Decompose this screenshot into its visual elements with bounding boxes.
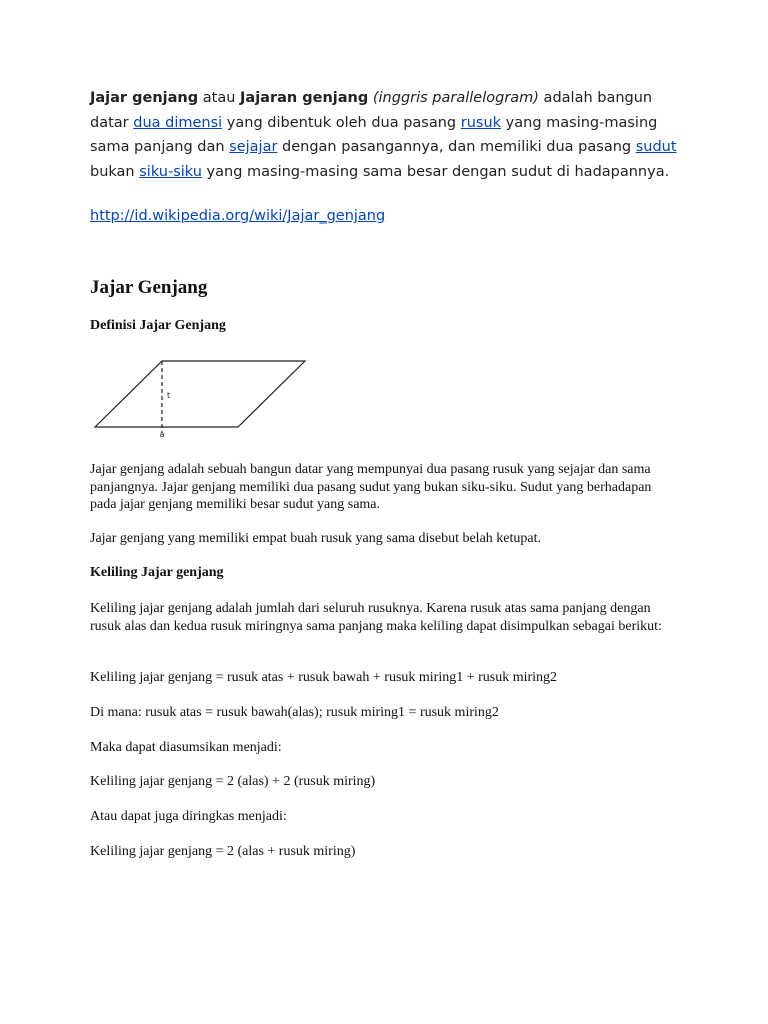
link-sejajar[interactable]: sejajar: [229, 139, 278, 155]
link-sudut[interactable]: sudut: [635, 139, 677, 155]
term-jajar-genjang: Jajar genjang: [90, 90, 199, 106]
term-jajaran-genjang: Jajaran genjang: [240, 90, 369, 106]
parallelogram-figure: [90, 355, 320, 446]
source-url-line: [90, 208, 385, 224]
base-label: a: [159, 430, 165, 439]
intro-paragraph: [90, 86, 690, 184]
keliling-paragraph-3: Maka dapat diasumsikan menjadi:: [90, 740, 282, 755]
definisi-paragraph-1: Jajar genjang adalah sebuah bangun datar yang mempunyai dua pasang rusuk yang sejajar dan sama panjangnya. Jajar genjang memiliki dua pasang sudut yang bukan siku-siku. Sudut yang berhadapan pada jajar genjang memiliki besar sudut yang sama.: [90, 462, 652, 512]
link-siku-siku[interactable]: siku-siku: [139, 163, 202, 180]
parallelogram-diagram: [90, 355, 320, 441]
intro-text: yang masing-masing sama besar dengan sudut di hadapannya.: [201, 163, 670, 180]
link-dua-dimensi[interactable]: dua dimensi: [133, 114, 223, 131]
height-label: t: [167, 391, 171, 400]
keliling-paragraph-1: Keliling jajar genjang adalah jumlah dari seluruh rusuknya. Karena rusuk atas sama panjang dengan rusuk alas dan kedua rusuk miringnya sama panjang maka keliling dapat disimpulkan sebagai berikut:: [90, 601, 662, 634]
wikipedia-link[interactable]: http://id.wikipedia.org/wiki/Jajar_genjang: [90, 208, 386, 224]
intro-text: bukan: [90, 163, 140, 180]
intro-text: yang masing-masing sama panjang dan: [90, 114, 658, 155]
definisi-heading: Definisi Jajar Genjang: [90, 318, 226, 333]
page-title: Jajar Genjang: [90, 277, 208, 298]
intro-text: yang dibentuk oleh dua pasang: [222, 114, 461, 131]
keliling-formula-3: Keliling jajar genjang = 2 (alas + rusuk miring): [90, 844, 356, 859]
intro-text: dengan pasangannya, dan memiliki dua pasang: [277, 139, 636, 155]
intro-text: adalah bangun datar: [90, 90, 653, 131]
link-rusuk[interactable]: rusuk: [460, 114, 502, 131]
intro-text: atau: [198, 90, 241, 106]
keliling-formula-2: Keliling jajar genjang = 2 (alas) + 2 (rusuk miring): [90, 774, 376, 789]
keliling-paragraph-2: Di mana: rusuk atas = rusuk bawah(alas); rusuk miring1 = rusuk miring2: [90, 705, 499, 720]
english-term: (inggris parallelogram): [372, 90, 539, 106]
definisi-paragraph-2: Jajar genjang yang memiliki empat buah rusuk yang sama disebut belah ketupat.: [90, 531, 541, 546]
keliling-paragraph-4: Atau dapat juga diringkas menjadi:: [90, 809, 287, 824]
keliling-formula-1: Keliling jajar genjang = rusuk atas + rusuk bawah + rusuk miring1 + rusuk miring2: [90, 670, 558, 685]
keliling-heading: Keliling Jajar genjang: [90, 565, 224, 580]
